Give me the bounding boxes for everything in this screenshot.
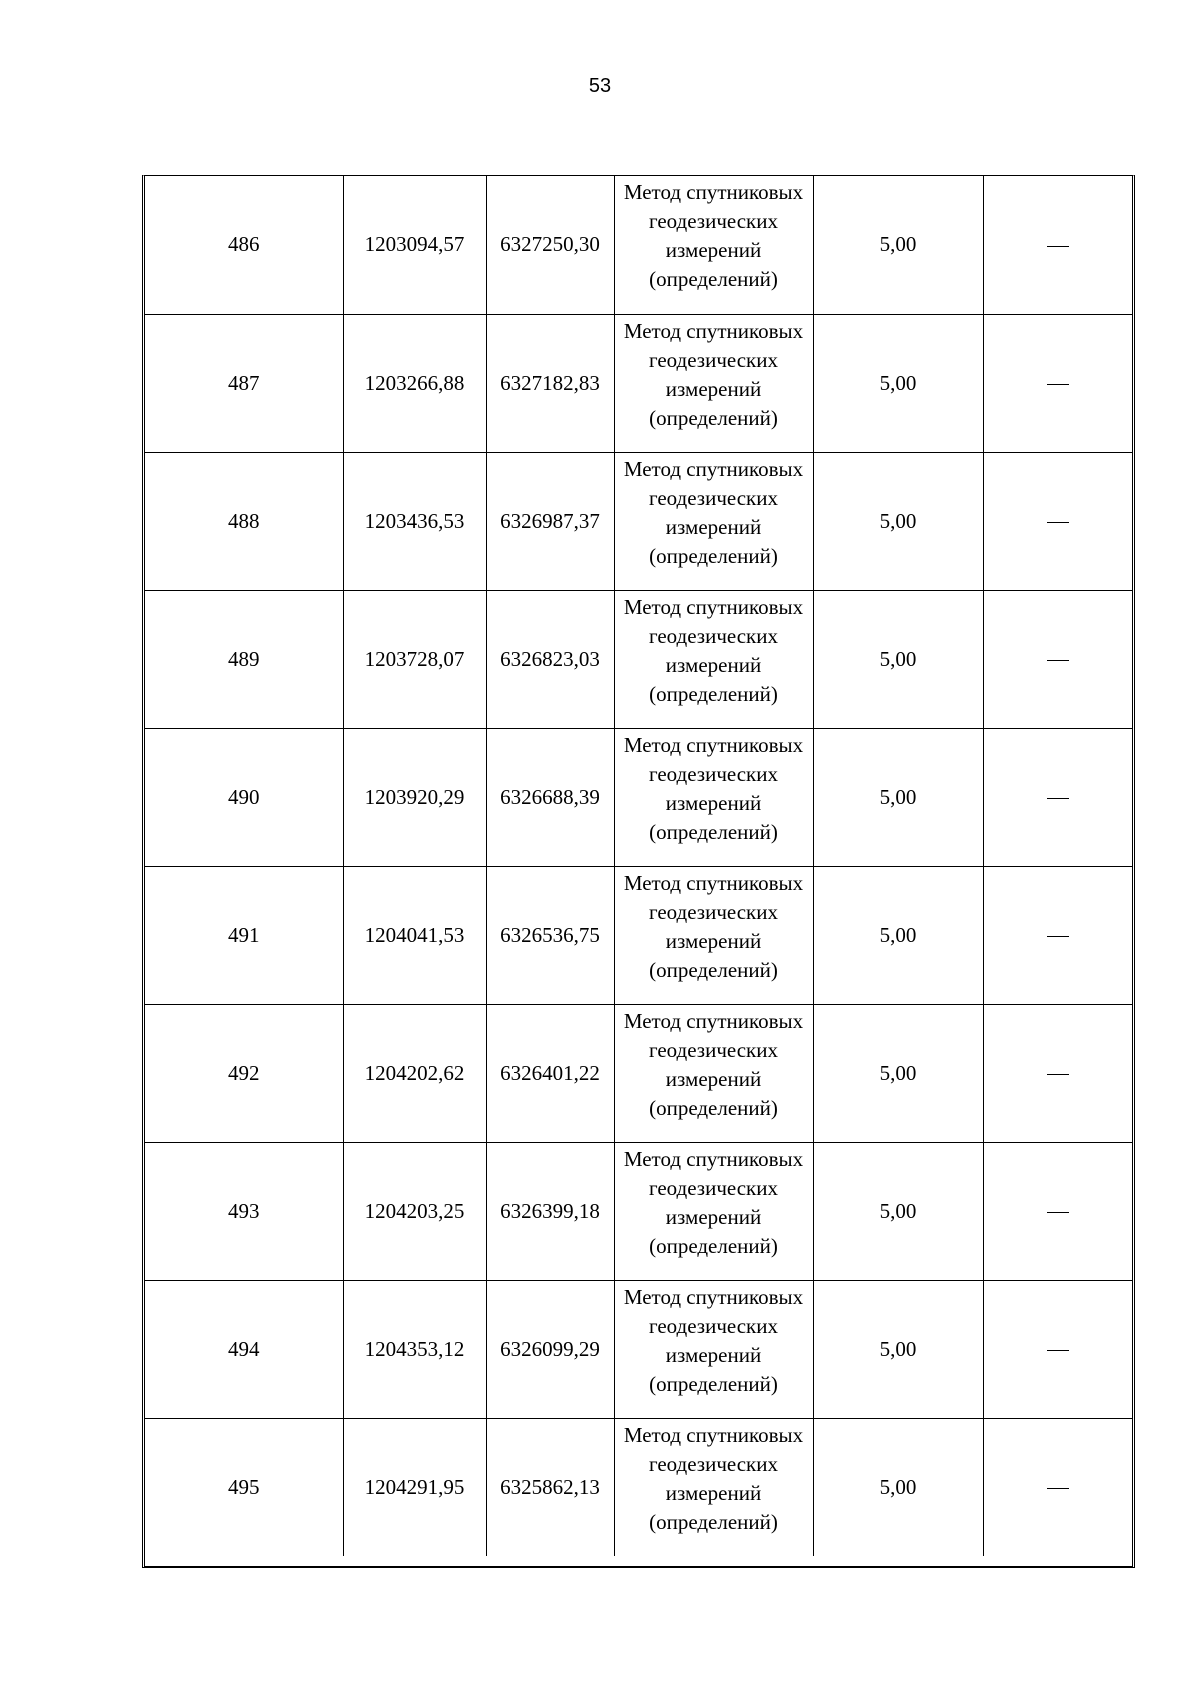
method-cell <box>614 1418 813 1556</box>
method-line: измерений <box>665 652 762 677</box>
point-number-cell: 488 <box>145 452 343 590</box>
accuracy-cell: 5,00 <box>813 1004 983 1142</box>
method-line: Метод спутниковых <box>623 180 804 204</box>
method-line: геодезических <box>648 347 778 372</box>
coordinates-table <box>145 176 1132 1556</box>
method-cell <box>614 728 813 866</box>
method-line: геодезических <box>648 1313 778 1338</box>
accuracy-cell: 5,00 <box>813 452 983 590</box>
table-row <box>145 1142 1132 1280</box>
method-line: Метод спутниковых <box>623 594 804 619</box>
method-line: (определений) <box>649 681 778 706</box>
coordinates-table-body <box>145 176 1132 1556</box>
y-coordinate-cell: 6326401,22 <box>486 1004 614 1142</box>
table-row <box>145 590 1132 728</box>
method-line: измерений <box>665 1342 762 1367</box>
method-line: (определений) <box>649 267 778 291</box>
point-number-cell: 492 <box>145 1004 343 1142</box>
x-coordinate-cell: 1204202,62 <box>343 1004 486 1142</box>
point-number-cell: 493 <box>145 1142 343 1280</box>
method-cell <box>614 866 813 1004</box>
accuracy-cell: 5,00 <box>813 728 983 866</box>
note-cell <box>983 590 1132 728</box>
accuracy-cell: 5,00 <box>813 314 983 452</box>
method-line: геодезических <box>648 1037 778 1062</box>
point-number-cell: 495 <box>145 1418 343 1556</box>
point-number-cell: 494 <box>145 1280 343 1418</box>
x-coordinate-cell: 1203920,29 <box>343 728 486 866</box>
x-coordinate-cell: 1204291,95 <box>343 1418 486 1556</box>
method-line: Метод спутниковых <box>623 1284 804 1309</box>
y-coordinate-cell: 6326099,29 <box>486 1280 614 1418</box>
method-line: (определений) <box>649 1509 778 1534</box>
note-cell <box>983 1418 1132 1556</box>
method-cell <box>614 1004 813 1142</box>
method-line: Метод спутниковых <box>623 732 804 757</box>
y-coordinate-cell: 6326823,03 <box>486 590 614 728</box>
method-line: Метод спутниковых <box>623 870 804 895</box>
dash-mark <box>1047 1350 1069 1351</box>
dash-mark <box>1047 1074 1069 1075</box>
dash-mark <box>1047 660 1069 661</box>
table-row <box>145 452 1132 590</box>
method-line: измерений <box>665 1204 762 1229</box>
method-line: измерений <box>665 514 762 539</box>
point-number-cell: 490 <box>145 728 343 866</box>
dash-mark <box>1047 1212 1069 1213</box>
method-cell <box>614 176 813 314</box>
method-line: Метод спутниковых <box>623 1008 804 1033</box>
x-coordinate-cell: 1203094,57 <box>343 176 486 314</box>
note-cell <box>983 176 1132 314</box>
method-line: геодезических <box>648 761 778 786</box>
method-line: (определений) <box>649 819 778 844</box>
y-coordinate-cell: 6325862,13 <box>486 1418 614 1556</box>
table-row <box>145 866 1132 1004</box>
note-cell <box>983 866 1132 1004</box>
y-coordinate-cell: 6327250,30 <box>486 176 614 314</box>
note-cell <box>983 314 1132 452</box>
method-line: измерений <box>665 928 762 953</box>
method-line: (определений) <box>649 1233 778 1258</box>
method-line: измерений <box>665 1066 762 1091</box>
accuracy-cell: 5,00 <box>813 866 983 1004</box>
method-line: (определений) <box>649 1371 778 1396</box>
x-coordinate-cell: 1203436,53 <box>343 452 486 590</box>
method-line: геодезических <box>648 1175 778 1200</box>
accuracy-cell: 5,00 <box>813 1418 983 1556</box>
method-line: геодезических <box>648 485 778 510</box>
method-line: Метод спутниковых <box>623 456 804 481</box>
dash-mark <box>1047 1488 1069 1489</box>
note-cell <box>983 1142 1132 1280</box>
accuracy-cell: 5,00 <box>813 1280 983 1418</box>
method-line: Метод спутниковых <box>623 1146 804 1171</box>
x-coordinate-cell: 1204353,12 <box>343 1280 486 1418</box>
table-row <box>145 314 1132 452</box>
dash-mark <box>1047 246 1069 247</box>
method-line: геодезических <box>648 209 778 233</box>
method-line: измерений <box>665 376 762 401</box>
method-line: (определений) <box>649 543 778 568</box>
method-cell <box>614 1142 813 1280</box>
table-row <box>145 1280 1132 1418</box>
dash-mark <box>1047 936 1069 937</box>
method-line: (определений) <box>649 1095 778 1120</box>
table-row <box>145 1418 1132 1556</box>
method-cell <box>614 314 813 452</box>
table-row <box>145 176 1132 314</box>
y-coordinate-cell: 6326536,75 <box>486 866 614 1004</box>
x-coordinate-cell: 1203266,88 <box>343 314 486 452</box>
method-line: геодезических <box>648 1451 778 1476</box>
method-line: Метод спутниковых <box>623 318 804 343</box>
y-coordinate-cell: 6326987,37 <box>486 452 614 590</box>
dash-mark <box>1047 522 1069 523</box>
point-number-cell: 491 <box>145 866 343 1004</box>
method-cell <box>614 452 813 590</box>
method-line: (определений) <box>649 405 778 430</box>
method-cell <box>614 1280 813 1418</box>
method-line: измерений <box>665 790 762 815</box>
table-row <box>145 728 1132 866</box>
point-number-cell: 489 <box>145 590 343 728</box>
page-number: 53 <box>588 75 612 97</box>
note-cell <box>983 1280 1132 1418</box>
x-coordinate-cell: 1203728,07 <box>343 590 486 728</box>
method-line: измерений <box>665 1480 762 1505</box>
dash-mark <box>1047 384 1069 385</box>
method-line: (определений) <box>649 957 778 982</box>
method-line: геодезических <box>648 623 778 648</box>
accuracy-cell: 5,00 <box>813 590 983 728</box>
method-line: Метод спутниковых <box>623 1422 804 1447</box>
note-cell <box>983 452 1132 590</box>
x-coordinate-cell: 1204041,53 <box>343 866 486 1004</box>
x-coordinate-cell: 1204203,25 <box>343 1142 486 1280</box>
accuracy-cell: 5,00 <box>813 176 983 314</box>
method-line: измерений <box>665 238 762 262</box>
method-line: геодезических <box>648 899 778 924</box>
method-cell <box>614 590 813 728</box>
point-number-cell: 486 <box>145 176 343 314</box>
note-cell <box>983 728 1132 866</box>
point-number-cell: 487 <box>145 314 343 452</box>
dash-mark <box>1047 798 1069 799</box>
note-cell <box>983 1004 1132 1142</box>
y-coordinate-cell: 6326399,18 <box>486 1142 614 1280</box>
y-coordinate-cell: 6326688,39 <box>486 728 614 866</box>
accuracy-cell: 5,00 <box>813 1142 983 1280</box>
y-coordinate-cell: 6327182,83 <box>486 314 614 452</box>
table-row <box>145 1004 1132 1142</box>
